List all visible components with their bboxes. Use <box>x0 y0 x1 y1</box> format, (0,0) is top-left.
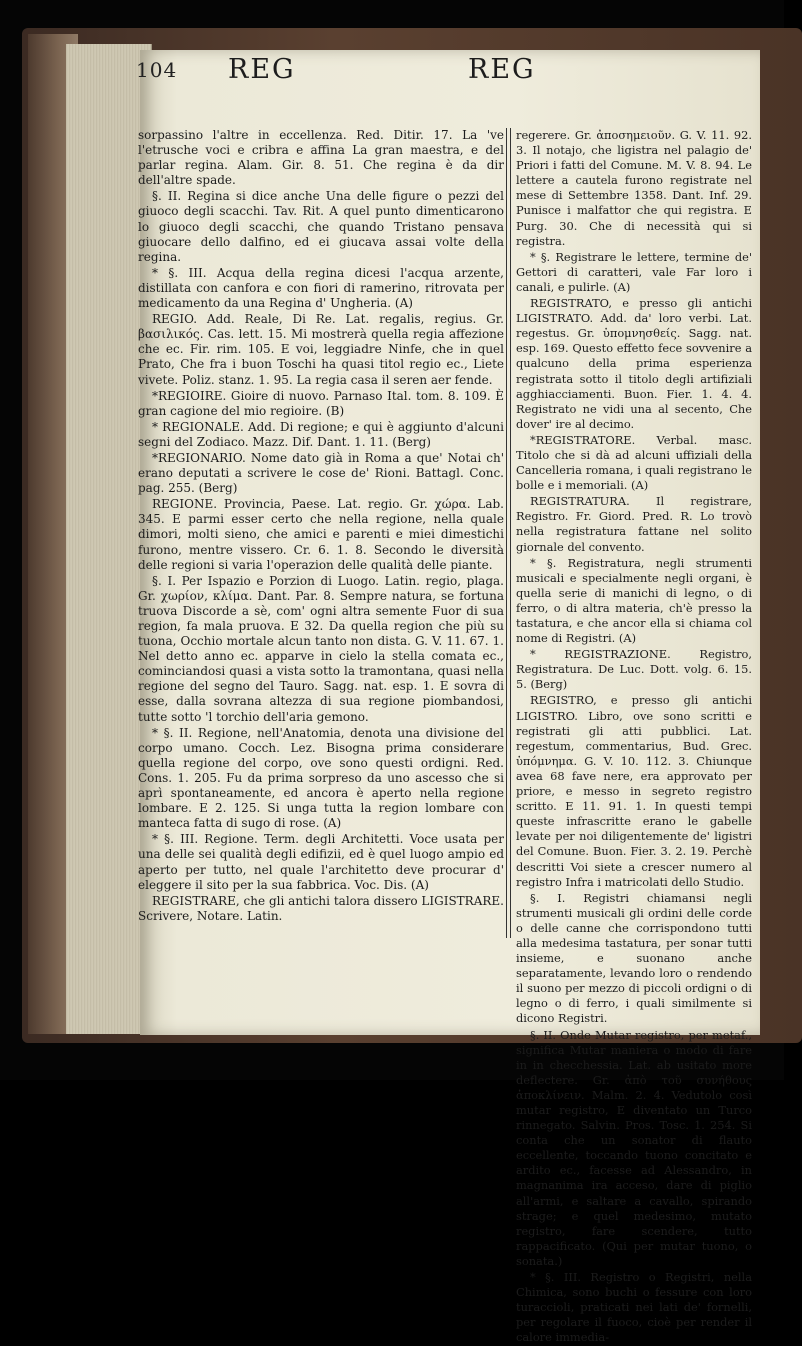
entry-paragraph: §. II. Regina si dice anche Una delle figure o pezzi del giuoco degli scacchi. Tav. Rit. A quel punto dimenticarono lo giuoco degli scacchi, che quando Tristano pensava giuocare dello dalfino, ed ei giucava assai volte della regina. <box>138 189 504 264</box>
entry-paragraph: regerere. Gr. ἀποσημειοῦν. G. V. 11. 92. 3. Il notajo, che ligistra nel palagio de' Priori i fatti del Comune. M. V. 8. 94. Le lettere a cautela furono registrate nel mese di Settembre 1358. Dant. Inf. 29. Punisce i malfattor che qui registra. E Purg. 30. Che di necessità qui si registra. <box>516 128 752 248</box>
page-header <box>0 54 620 98</box>
entry-paragraph: * §. III. Acqua della regina dicesi l'acqua arzente, distillata con canfora e con fiori di ramerino, ritrovata per medicamento da una Regina d' Ungheria. (A) <box>138 265 504 311</box>
entry-paragraph: REGIO. Add. Reale, Di Re. Lat. regalis, regius. Gr. βασιλικός. Cas. lett. 15. Mi mostrerà quella regia affezione che ec. Fir. rim. 105. E voi, leggiadre Ninfe, che in quel Prato, Che fra i buon Toschi ha quasi titol regio ec., Liete vivete. Poliz. stanz. 1. 95. La regia casa il seren aer fende. <box>138 312 504 387</box>
entry-paragraph: * §. Registrare le lettere, termine de' Gettori di caratteri, vale Far loro i canali, e pulirle. (A) <box>516 249 752 294</box>
entry-paragraph: * §. Registratura, negli strumenti musicali e specialmente negli organi, è quella serie di manichi di legno, o di ferro, o di altra materia, ch'è presso la tastatura, e che ancor ella si chiama col nome di Registri. (A) <box>516 555 752 646</box>
entry-paragraph: *REGISTRATORE. Verbal. masc. Titolo che si dà ad alcuni uffiziali della Cancelleria romana, i quali registrano le bolle e i memoriali. (A) <box>516 432 752 493</box>
column-rule <box>506 128 507 938</box>
entry-paragraph: sorpassino l'altre in eccellenza. Red. Ditir. 17. La 've l'etrusche voci e cribra e affina La gran maestra, e del parlar regina. Alam. Gir. 8. 51. Che regina è da dir dell'altre spade. <box>138 128 504 188</box>
entry-paragraph: REGISTRARE, che gli antichi talora dissero LIGISTRARE. Scrivere, Notare. Latin. <box>138 893 504 923</box>
entry-paragraph: §. I. Registri chiamansi negli strumenti musicali gli ordini delle corde o delle canne che corrispondono tutti alla medesima tastatura, per sonar tutti insieme, e suonano anche separatamente, levando loro o rendendo il suono per mezzo di piccoli ordigni o di legno o di ferro, i quali similmente si dicono Registri. <box>516 890 752 1026</box>
entry-paragraph: * REGIONALE. Add. Di regione; e qui è aggiunto d'alcuni segni del Zodiaco. Mazz. Dif. Dant. 1. 11. (Berg) <box>138 419 504 449</box>
left-column <box>138 128 504 948</box>
entry-paragraph: REGISTRATO, e presso gli antichi LIGISTRATO. Add. da' loro verbi. Lat. regestus. Gr. ὑπομνησθείς. Sagg. nat. esp. 169. Questo effetto fece sovvenire a qualcuno della prima esperienza registrata sotto il titolo degli artifiziali agghiacciamenti. Buon. Fier. 1. 4. 4. Registrato ne vidi una al secento, Che dover' ire al decimo. <box>516 296 752 431</box>
entry-paragraph: §. II. Onde Mutar registro, per metaf., significa Mutar maniera o modo di fare in in checchessia. Lat. ab usitato more deflectere. Gr. ἀπὸ τοῦ συνήθους ἀποκλίνειν. Malm. 2. 4. Vedutolo così mutar registro, E diventato un Turco rinnegato. Salvin. Pros. Tosc. 1. 254. Si conta che un sonator di flauto eccellente, toccando tuono concitato e ardito ec., facesse ad Alessandro, in magnanima ira acceso, dare di piglio all'armi, e saltare a cavallo, spirando strage; e quel medesimo, mutato registro, fare scendere, tutto rappacificato. (Qui per mutar tuono, o sonata.) <box>516 1027 752 1268</box>
running-head-left: REG <box>228 54 296 85</box>
entry-paragraph: * §. III. Regione. Term. degli Architetti. Voce usata per una delle sei qualità degli edifizii, ed è quel luogo ampio ed aperto per tutto, nel quale l'architetto deve procurar d' eleggere il sito per la sua fabbrica. Voc. Dis. (A) <box>138 832 504 892</box>
entry-paragraph: REGISTRATURA. Il registrare, Registro. Fr. Giord. Pred. R. Lo trovò nella registratura fattane nel solito giornale del convento. <box>516 494 752 554</box>
column-rule <box>510 128 511 938</box>
entry-paragraph: * REGISTRAZIONE. Registro, Registratura. De Luc. Dott. volg. 6. 15. 5. (Berg) <box>516 647 752 692</box>
entry-paragraph: *REGIOIRE. Gioire di nuovo. Parnaso Ital. tom. 8. 109. È gran cagione del mio regioire. (B) <box>138 388 504 418</box>
entry-paragraph: * §. III. Registro o Registri, nella Chimica, sono buchi o fessure con loro turaccioli, praticati nei lati de' fornelli, per regolare il fuoco, cioè per render il calore immedia- <box>516 1270 752 1345</box>
entry-paragraph: REGIONE. Provincia, Paese. Lat. regio. Gr. χώρα. Lab. 345. E parmi esser certo che nella regione, nella quale dimori, molti sieno, che amici e parenti e miei dimestichi furono, mentre vissero. Cr. 6. 1. 8. Secondo le diversità delle regioni si varia l'operazion delle qualità delle piante. <box>138 497 504 572</box>
running-head-right: REG <box>468 54 536 85</box>
right-column <box>516 128 752 1345</box>
entry-paragraph: §. I. Per Ispazio e Porzion di Luogo. Latin. regio, plaga. Gr. χωρίον, κλίμα. Dant. Par. 8. Sempre natura, se fortuna truova Discorde a sè, com' ogni altra semente Fuor di sua region, fa mala pruova. E 32. Da quella region che più su tuona, Occhio mortale alcun tanto non dista. G. V. 11. 67. 1. Nel detto anno ec. apparve in cielo la stella comata ec., cominciandosi quasi a vista sotto la tramontana, quasi nella regione del segno del Tauro. Sagg. nat. esp. 1. E sovra di esse, dalla sovrana altezza di sua regione piombandosi, tutte sotto 'l torchio dell'aria gemono. <box>138 573 504 724</box>
entry-paragraph: REGISTRO, e presso gli antichi LIGISTRO. Libro, ove sono scritti e registrati gli atti pubblici. Lat. regestum, commentarius, Bud. Grec. ὑπόμνημα. G. V. 10. 112. 3. Chiunque avea 68 fave nere, era approvato per priore, e messo in segreto registro scritto. E 11. 91. 1. In questi tempi queste infrascritte erano le gabelle levate per noi diligentemente de' ligistri del Comune. Buon. Fier. 3. 2. 19. Perchè descritti Voi siete a crescer numero al registro Infra i matricolati dello Studio. <box>516 693 752 889</box>
page-number: 104 <box>136 58 178 82</box>
entry-paragraph: *REGIONARIO. Nome dato già in Roma a que' Notai ch' erano deputati a scrivere le cose de' Rioni. Battagl. Conc. pag. 255. (Berg) <box>138 450 504 496</box>
entry-paragraph: * §. II. Regione, nell'Anatomia, denota una divisione del corpo umano. Cocch. Lez. Bisogna prima considerare quella regione del corpo, ove sono questi ordigni. Red. Cons. 1. 205. Fu da prima sorpreso da uno ascesso che si aprì spontaneamente, ed ancora è aperto nella regione lombare. E 2. 125. Si unga tutta la region lombare con manteca fatta di sugo di rose. (A) <box>138 725 504 831</box>
